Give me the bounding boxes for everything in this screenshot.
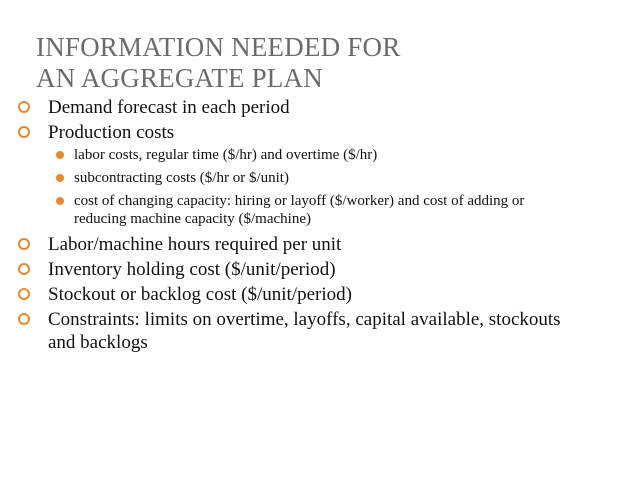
sub-bullet-text: subcontracting costs ($/hr or $/unit) [74, 170, 289, 186]
bullet-text: Production costs [48, 122, 175, 143]
sub-item-changing-capacity [48, 192, 554, 228]
bullet-item-constraints [0, 308, 568, 354]
bullet-item-production-costs [0, 121, 638, 228]
bullet-text: Constraints: limits on overtime, layoffs, capital available, stockouts and backlogs [48, 309, 561, 353]
bullet-list [0, 96, 638, 356]
ring-bullet-icon [18, 263, 30, 275]
dot-bullet-icon [56, 174, 64, 182]
bullet-item-demand-forecast [0, 96, 638, 119]
slide-title [36, 32, 400, 94]
bullet-item-labor-machine-hours [0, 233, 638, 256]
bullet-item-stockout-cost [0, 283, 638, 306]
title-line-1: INFORMATION NEEDED FOR [36, 32, 401, 62]
sub-bullet-text: cost of changing capacity: hiring or layoff ($/worker) and cost of adding or reducing machine capacity ($/machine) [74, 193, 525, 227]
dot-bullet-icon [56, 151, 64, 159]
sub-bullet-list [48, 146, 638, 228]
ring-bullet-icon [18, 126, 30, 138]
ring-bullet-icon [18, 288, 30, 300]
dot-bullet-icon [56, 197, 64, 205]
bullet-text: Demand forecast in each period [48, 97, 290, 118]
ring-bullet-icon [18, 101, 30, 113]
bullet-text: Stockout or backlog cost ($/unit/period) [48, 284, 352, 305]
title-line-2: AN AGGREGATE PLAN [36, 63, 323, 93]
bullet-text: Labor/machine hours required per unit [48, 234, 342, 255]
ring-bullet-icon [18, 238, 30, 250]
ring-bullet-icon [18, 313, 30, 325]
sub-bullet-text: labor costs, regular time ($/hr) and overtime ($/hr) [74, 147, 378, 163]
bullet-text: Inventory holding cost ($/unit/period) [48, 259, 336, 280]
sub-item-subcontracting-costs [48, 169, 554, 187]
sub-item-labor-costs [48, 146, 554, 164]
bullet-item-inventory-holding-cost [0, 258, 638, 281]
